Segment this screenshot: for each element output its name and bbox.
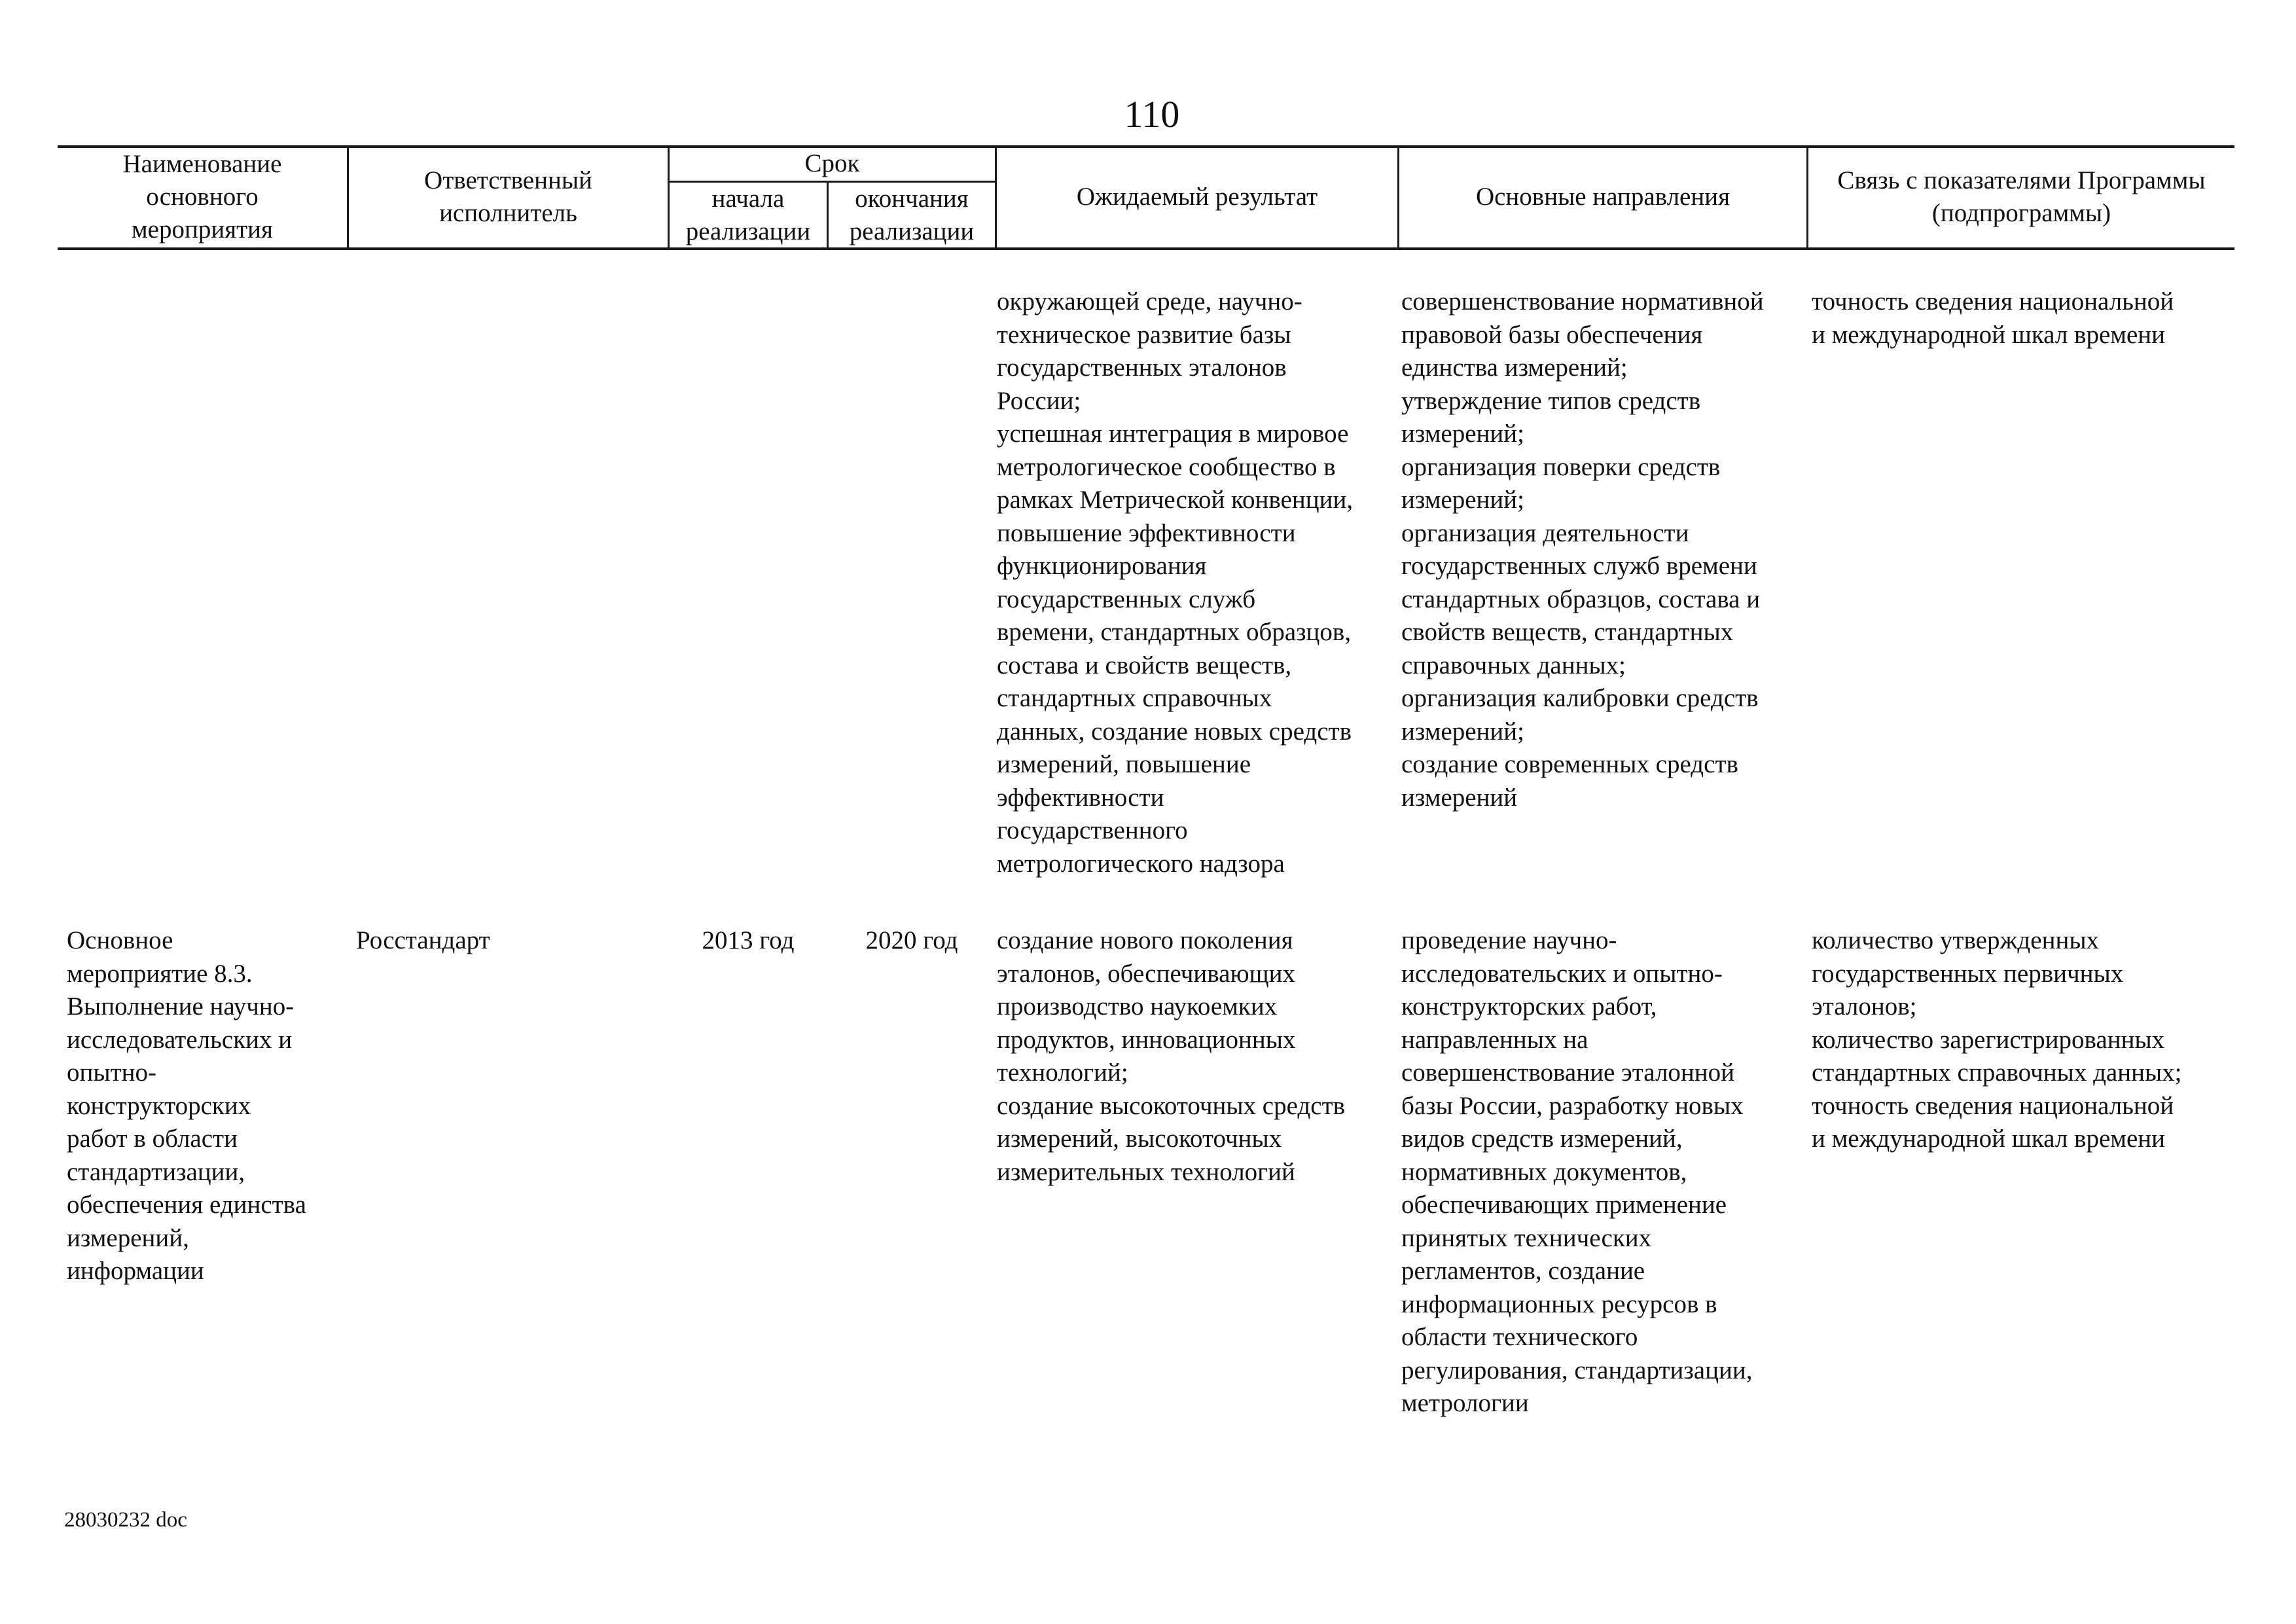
header-executor: Ответственный исполнитель (424, 166, 592, 227)
row2-start: 2013 год (702, 926, 795, 954)
header-term: Срок (804, 149, 860, 177)
row2-result: создание нового поколения эталонов, обеспечивающих производство наукоемких продуктов, инновационных технологий; создание высокоточных средств измерений, высокоточных измерительных технологий (997, 926, 1346, 1186)
row1-result: окружающей среде, научно- техническое развитие базы государственных эталонов России; успешная интеграция в мировое метрологическое сообщество в рамках Метрической конвенции, повышение эффективности функционирования государственных служб времени, стандартных образцов, состава и свойств веществ, стандартных справочных данных, создание новых средств измерений, повышение эффективности государственного метрологического надзора (997, 287, 1354, 878)
page-number: 110 (1124, 93, 1180, 135)
row2-executor: Росстандарт (356, 926, 490, 954)
row1-directions: совершенствование нормативной правовой базы обеспечения единства измерений; утверждение типов средств измерений; организация поверки средств измерений; организация деятельности государственных служб времени стандартных образцов, состава и свойств веществ, стандартных справочных данных; организация калибровки средств измерений; создание современных средств измерений (1401, 287, 1764, 812)
document-footer-id: 28030232 doc (64, 1508, 187, 1532)
table-header-bottom-rule (58, 247, 2234, 250)
row2-link: количество утвержденных государственных первичных эталонов; количество зарегистрированных стандартных справочных данных; точность сведения национальной и международной шкал времени (1812, 926, 2182, 1153)
row2-name: Основное мероприятие 8.3. Выполнение научно- исследовательских и опытно- конструкторских работ в области стандартизации, обеспечения единства измерений, информации (67, 926, 306, 1285)
header-term-start: начала реализации (685, 184, 811, 245)
row2-directions: проведение научно- исследовательских и опытно- конструкторских работ, направленных на совершенствование эталонной базы России, разработку новых видов средств измерений, нормативных документов, обеспечивающих применение принятых технических регламентов, создание информационных ресурсов в области технического регулирования, стандартизации, метрологии (1401, 926, 1753, 1417)
header-term-end: окончания реализации (849, 184, 975, 245)
row2-end: 2020 год (865, 926, 958, 954)
header-result: Ожидаемый результат (1076, 183, 1318, 211)
header-directions: Основные направления (1475, 183, 1731, 211)
row1-link: точность сведения национальной и международной шкал времени (1812, 287, 2174, 349)
header-name: Наименование основного мероприятия (122, 150, 282, 244)
header-link: Связь с показателями Программы (подпрограммы) (1837, 166, 2206, 227)
